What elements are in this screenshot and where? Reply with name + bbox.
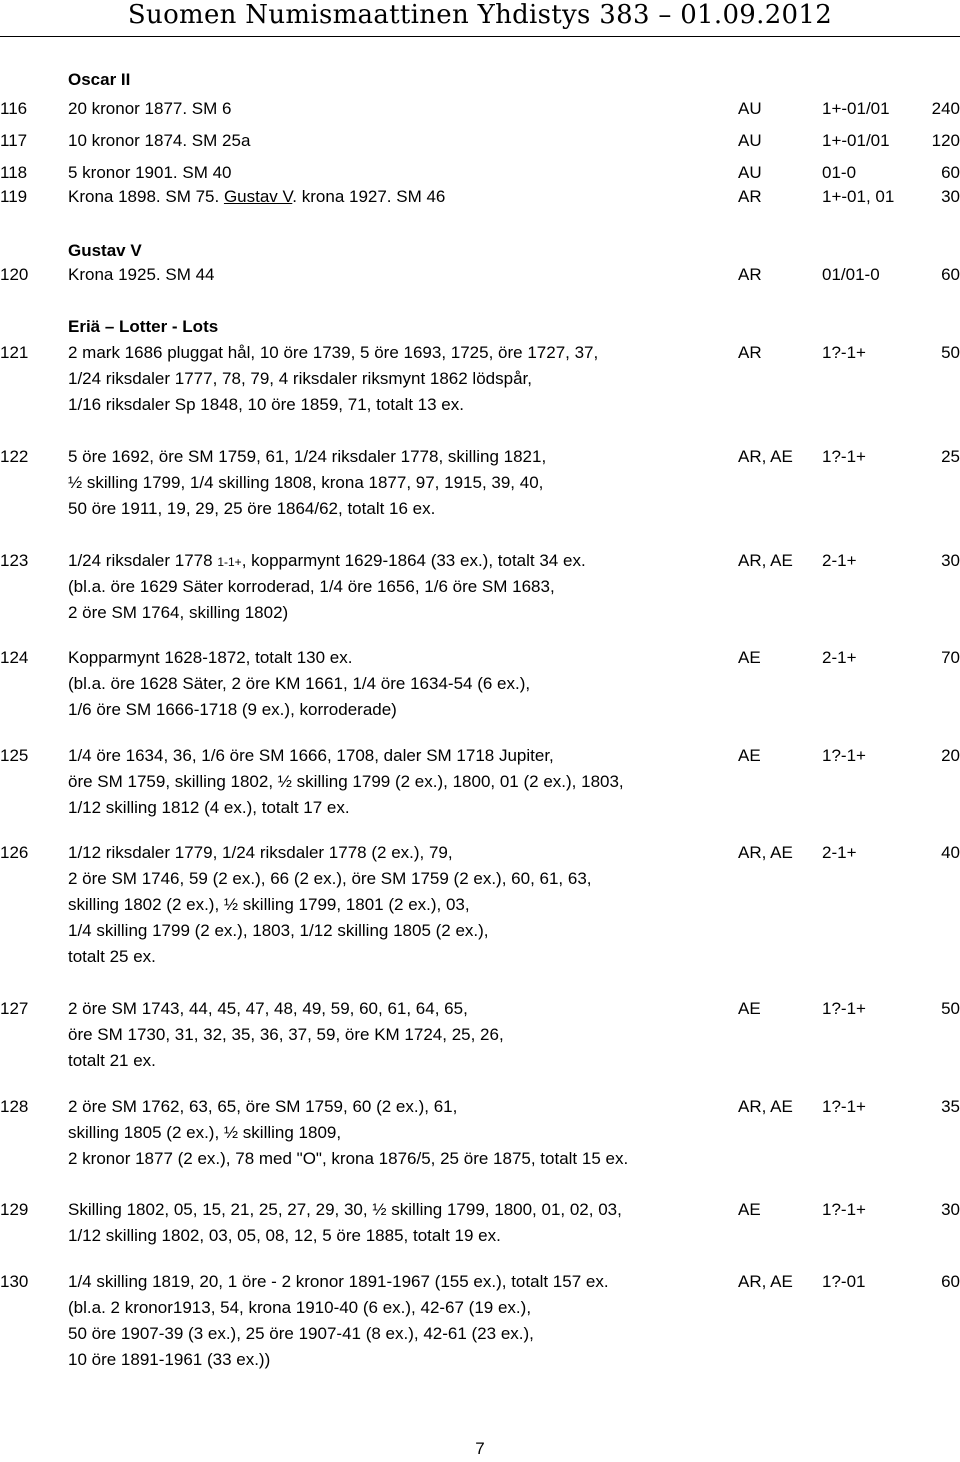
lot-grade: 2-1+ bbox=[822, 648, 857, 667]
lot-price: 30 bbox=[941, 187, 960, 206]
lot-description-line: 2 öre SM 1764, skilling 1802) bbox=[68, 603, 289, 622]
lot-description-line: 5 öre 1692, öre SM 1759, 61, 1/24 riksdaler 1778, skilling 1821, bbox=[68, 447, 547, 466]
lot-grade: 1?-1+ bbox=[822, 343, 866, 362]
lot-price: 60 bbox=[941, 265, 960, 284]
lot-number: 129 bbox=[0, 1200, 29, 1219]
lot-description-line: 1/12 riksdaler 1779, 1/24 riksdaler 1778 (2 ex.), 79, bbox=[68, 843, 453, 862]
lot-description-part: , kopparmynt 1629-1864 (33 ex.), totalt 34 ex. bbox=[241, 551, 586, 570]
lot-price: 25 bbox=[941, 447, 960, 466]
lot-description-line: Skilling 1802, 05, 15, 21, 25, 27, 29, 30, ½ skilling 1799, 1800, 01, 02, 03, bbox=[68, 1200, 622, 1219]
lot-number: 127 bbox=[0, 999, 29, 1018]
lot-metal: AU bbox=[738, 99, 762, 118]
lot-metal: AR, AE bbox=[738, 843, 793, 862]
lot-number: 128 bbox=[0, 1097, 29, 1116]
lot-metal: AR, AE bbox=[738, 1097, 793, 1116]
lot-metal: AR bbox=[738, 343, 762, 362]
header-rule bbox=[0, 36, 960, 37]
lot-price: 35 bbox=[941, 1097, 960, 1116]
lot-description: 5 kronor 1901. SM 40 bbox=[68, 163, 232, 182]
lot-price: 70 bbox=[941, 648, 960, 667]
lot-metal: AE bbox=[738, 648, 761, 667]
lot-grade: 1?-1+ bbox=[822, 1200, 866, 1219]
lot-number: 124 bbox=[0, 648, 29, 667]
lot-number: 126 bbox=[0, 843, 29, 862]
lot-description-line: (bl.a. öre 1628 Säter, 2 öre KM 1661, 1/4 öre 1634-54 (6 ex.), bbox=[68, 674, 531, 693]
lot-metal: AE bbox=[738, 746, 761, 765]
lot-description-line: 2 öre SM 1746, 59 (2 ex.), 66 (2 ex.), öre SM 1759 (2 ex.), 60, 61, 63, bbox=[68, 869, 592, 888]
lot-grade: 1?-1+ bbox=[822, 999, 866, 1018]
lot-description-line: 2 kronor 1877 (2 ex.), 78 med "O", krona 1876/5, 25 öre 1875, totalt 15 ex. bbox=[68, 1149, 629, 1168]
lot-description-line: 50 öre 1907-39 (3 ex.), 25 öre 1907-41 (8 ex.), 42-61 (23 ex.), bbox=[68, 1324, 534, 1343]
lot-description-line: 1/4 skilling 1799 (2 ex.), 1803, 1/12 skilling 1805 (2 ex.), bbox=[68, 921, 489, 940]
lot-description-part: . krona 1927. SM 46 bbox=[292, 187, 446, 206]
lot-grade: 1+-01, 01 bbox=[822, 187, 895, 206]
lot-price: 60 bbox=[941, 1272, 960, 1291]
lot-grade: 1?-01 bbox=[822, 1272, 866, 1291]
lot-number: 121 bbox=[0, 343, 29, 362]
lot-price: 50 bbox=[941, 999, 960, 1018]
lot-description-line: öre SM 1730, 31, 32, 35, 36, 37, 59, öre KM 1724, 25, 26, bbox=[68, 1025, 504, 1044]
lot-description-part: Krona 1898. SM 75. bbox=[68, 187, 224, 206]
lot-price: 50 bbox=[941, 343, 960, 362]
section-heading-oscar-ii: Oscar II bbox=[68, 70, 131, 89]
lot-grade: 1?-1+ bbox=[822, 447, 866, 466]
lot-description-line: 1/16 riksdaler Sp 1848, 10 öre 1859, 71, totalt 13 ex. bbox=[68, 395, 464, 414]
lot-metal: AR, AE bbox=[738, 551, 793, 570]
lot-metal: AR bbox=[738, 187, 762, 206]
lot-grade: 1?-1+ bbox=[822, 1097, 866, 1116]
lot-number: 120 bbox=[0, 265, 29, 284]
lot-description-line: 2 öre SM 1743, 44, 45, 47, 48, 49, 59, 60, 61, 64, 65, bbox=[68, 999, 468, 1018]
lot-number: 116 bbox=[0, 99, 28, 118]
lot-description-line: skilling 1805 (2 ex.), ½ skilling 1809, bbox=[68, 1123, 342, 1142]
lot-description-line: 2 öre SM 1762, 63, 65, öre SM 1759, 60 (2 ex.), 61, bbox=[68, 1097, 458, 1116]
lot-price: 30 bbox=[941, 1200, 960, 1219]
lot-grade: 1?-1+ bbox=[822, 746, 866, 765]
lot-description-line bbox=[68, 548, 586, 575]
lot-number: 122 bbox=[0, 447, 29, 466]
lot-description-line: 2 mark 1686 pluggat hål, 10 öre 1739, 5 öre 1693, 1725, öre 1727, 37, bbox=[68, 343, 599, 362]
lot-number: 118 bbox=[0, 163, 28, 182]
lot-grade: 2-1+ bbox=[822, 843, 857, 862]
lot-description-line: 50 öre 1911, 19, 29, 25 öre 1864/62, totalt 16 ex. bbox=[68, 499, 436, 518]
page-number: 7 bbox=[475, 1439, 485, 1458]
page-header-title: Suomen Numismaattinen Yhdistys 383 – 01.09.2012 bbox=[127, 0, 833, 30]
lot-description: 10 kronor 1874. SM 25a bbox=[68, 131, 251, 150]
lot-description-line: 1/24 riksdaler 1777, 78, 79, 4 riksdaler riksmynt 1862 lödspår, bbox=[68, 369, 532, 388]
lot-number: 117 bbox=[0, 131, 28, 150]
lot-number: 125 bbox=[0, 746, 29, 765]
lot-description-line: 1/4 skilling 1819, 20, 1 öre - 2 kronor 1891-1967 (155 ex.), totalt 157 ex. bbox=[68, 1272, 609, 1291]
lot-description bbox=[68, 184, 445, 210]
lot-description-line: Kopparmynt 1628-1872, totalt 130 ex. bbox=[68, 648, 353, 667]
lot-description-line: öre SM 1759, skilling 1802, ½ skilling 1799 (2 ex.), 1800, 01 (2 ex.), 1803, bbox=[68, 772, 624, 791]
lot-description-line: (bl.a. öre 1629 Säter korroderad, 1/4 öre 1656, 1/6 öre SM 1683, bbox=[68, 577, 555, 596]
lot-metal: AR, AE bbox=[738, 1272, 793, 1291]
lot-description-line: (bl.a. 2 kronor1913, 54, krona 1910-40 (6 ex.), 42-67 (19 ex.), bbox=[68, 1298, 532, 1317]
lot-metal: AU bbox=[738, 131, 762, 150]
lot-description-line: 10 öre 1891-1961 (33 ex.)) bbox=[68, 1350, 271, 1369]
lot-price: 20 bbox=[941, 746, 960, 765]
lot-grade: 2-1+ bbox=[822, 551, 857, 570]
lot-number: 130 bbox=[0, 1272, 29, 1291]
lot-description: Krona 1925. SM 44 bbox=[68, 265, 215, 284]
lot-metal: AE bbox=[738, 1200, 761, 1219]
lot-description-line: ½ skilling 1799, 1/4 skilling 1808, krona 1877, 97, 1915, 39, 40, bbox=[68, 473, 544, 492]
gustav-v-underlined-link: Gustav V bbox=[223, 187, 293, 206]
lot-description-line: 1/12 skilling 1802, 03, 05, 08, 12, 5 öre 1885, totalt 19 ex. bbox=[68, 1226, 501, 1245]
lot-price: 120 bbox=[931, 131, 960, 150]
lot-grade: 1+-01/01 bbox=[822, 131, 890, 150]
lot-metal: AR, AE bbox=[738, 447, 793, 466]
section-heading-gustav-v: Gustav V bbox=[68, 241, 142, 260]
lot-description-line: totalt 25 ex. bbox=[68, 947, 156, 966]
inline-grade-note: 1-1+ bbox=[217, 555, 242, 569]
lot-price: 40 bbox=[941, 843, 960, 862]
lot-grade: 1+-01/01 bbox=[822, 99, 890, 118]
lot-grade: 01/01-0 bbox=[822, 265, 880, 284]
lot-description-line: totalt 21 ex. bbox=[68, 1051, 156, 1070]
lot-price: 60 bbox=[941, 163, 960, 182]
lot-price: 30 bbox=[941, 551, 960, 570]
lot-description-line: 1/12 skilling 1812 (4 ex.), totalt 17 ex. bbox=[68, 798, 350, 817]
lot-description-line: 1/4 öre 1634, 36, 1/6 öre SM 1666, 1708, daler SM 1718 Jupiter, bbox=[68, 746, 554, 765]
lot-price: 240 bbox=[931, 99, 960, 118]
lot-metal: AR bbox=[738, 265, 762, 284]
lot-number: 123 bbox=[0, 551, 29, 570]
lot-metal: AE bbox=[738, 999, 761, 1018]
lot-number: 119 bbox=[0, 187, 28, 206]
lot-description-line: 1/6 öre SM 1666-1718 (9 ex.), korroderade) bbox=[68, 700, 397, 719]
lot-grade: 01-0 bbox=[822, 163, 857, 182]
lot-description-line: skilling 1802 (2 ex.), ½ skilling 1799, 1801 (2 ex.), 03, bbox=[68, 895, 470, 914]
section-heading-lots: Eriä – Lotter - Lots bbox=[68, 317, 219, 336]
lot-description-part: 1/24 riksdaler 1778 bbox=[68, 551, 218, 570]
lot-metal: AU bbox=[738, 163, 762, 182]
lot-description: 20 kronor 1877. SM 6 bbox=[68, 99, 232, 118]
